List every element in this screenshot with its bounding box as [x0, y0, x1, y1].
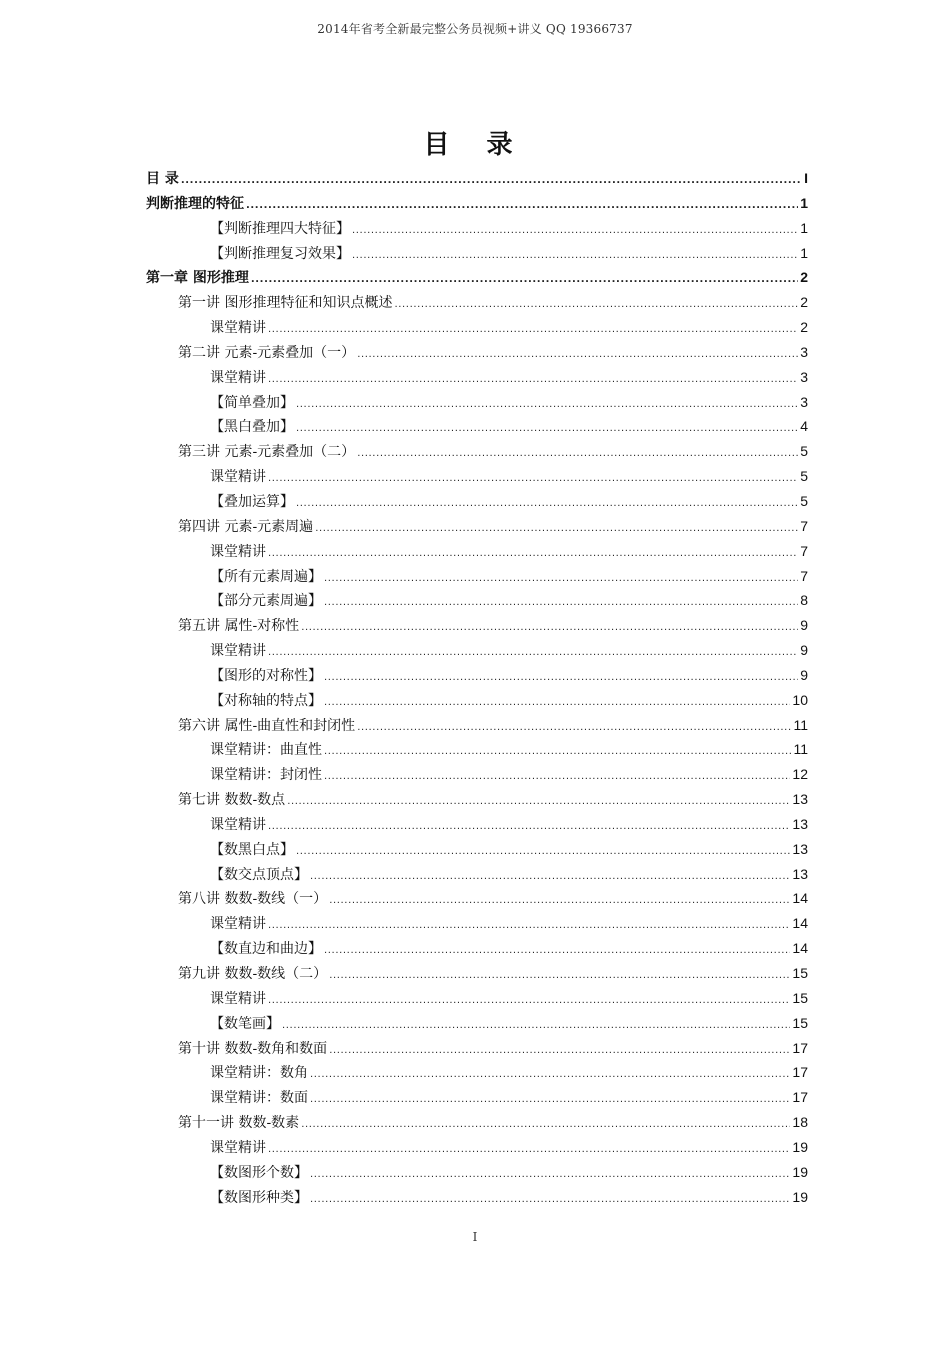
toc-entry-label: 第七讲 数数-数点	[178, 792, 286, 809]
toc-entry-page: 15	[792, 965, 808, 981]
toc-entry[interactable]	[146, 986, 808, 1011]
toc-entry-label: 【数直边和曲边】	[210, 941, 322, 958]
toc-entry-page: 14	[792, 915, 808, 932]
toc-entry-page: 15	[792, 989, 808, 1006]
dot-leader	[394, 293, 798, 318]
toc-entry-page: 4	[800, 418, 808, 435]
dot-leader	[324, 567, 798, 592]
toc-entry-page: 19	[792, 1138, 808, 1155]
toc-entry-page: 2	[800, 319, 808, 336]
dot-leader	[324, 939, 790, 964]
toc-entry-label: 第一章 图形推理	[146, 270, 249, 287]
toc-entry[interactable]	[146, 191, 808, 216]
toc-entry[interactable]	[146, 638, 808, 663]
toc-entry-page: 12	[792, 766, 808, 783]
toc-entry[interactable]	[146, 439, 808, 464]
table-of-contents	[146, 166, 808, 1209]
dot-leader	[329, 1039, 790, 1064]
toc-entry[interactable]	[146, 414, 808, 439]
toc-entry-label: 【数交点顶点】	[210, 866, 308, 883]
toc-entry-label: 课堂精讲：曲直性	[210, 742, 322, 759]
dot-leader	[310, 1088, 790, 1113]
toc-entry-page: 17	[792, 1064, 808, 1081]
toc-entry-page: 7	[800, 542, 808, 559]
toc-entry-label: 【图形的对称性】	[210, 667, 322, 684]
page-title: 目 录	[423, 130, 527, 160]
dot-leader	[296, 417, 798, 442]
toc-entry-label: 【数黑白点】	[210, 841, 294, 858]
dot-leader	[268, 815, 790, 840]
toc-entry[interactable]	[146, 489, 808, 514]
toc-entry-page: 8	[800, 592, 808, 609]
toc-entry-page: 17	[792, 1089, 808, 1106]
toc-entry-label: 课堂精讲	[210, 816, 266, 833]
toc-entry-page: 15	[792, 1014, 808, 1031]
toc-entry-page: 13	[792, 791, 808, 808]
toc-entry-page: 11	[793, 741, 808, 758]
toc-entry-label: 【简单叠加】	[210, 394, 294, 411]
toc-entry-label: 目 录	[146, 171, 179, 187]
toc-entry[interactable]	[146, 1135, 808, 1160]
dot-leader	[301, 1113, 790, 1138]
toc-entry-page: 3	[800, 368, 808, 385]
toc-entry[interactable]	[146, 1036, 808, 1061]
toc-entry[interactable]	[146, 837, 808, 862]
dot-leader	[246, 194, 798, 219]
toc-entry[interactable]	[146, 787, 808, 812]
toc-entry-page: 5	[800, 443, 808, 460]
toc-entry-label: 第二讲 元素-元素叠加（一）	[178, 344, 356, 361]
toc-entry[interactable]	[146, 514, 808, 539]
dot-leader	[251, 268, 798, 293]
toc-entry-page: 19	[792, 1188, 808, 1205]
toc-entry[interactable]	[146, 365, 808, 390]
toc-entry-page: 2	[800, 269, 808, 286]
toc-entry[interactable]	[146, 1185, 808, 1210]
toc-entry[interactable]	[146, 936, 808, 961]
toc-entry-label: 课堂精讲	[210, 543, 266, 560]
toc-entry-page: 13	[792, 815, 808, 832]
dot-leader	[357, 343, 798, 368]
toc-entry[interactable]	[146, 464, 808, 489]
toc-entry-label: 课堂精讲	[210, 643, 266, 660]
toc-entry[interactable]	[146, 862, 808, 887]
dot-leader	[352, 244, 798, 269]
toc-entry-label: 判断推理的特征	[146, 195, 244, 212]
toc-entry-label: 课堂精讲	[210, 320, 266, 337]
toc-entry[interactable]	[146, 961, 808, 986]
dot-leader	[324, 740, 791, 765]
dot-leader	[324, 666, 798, 691]
toc-entry[interactable]	[146, 688, 808, 713]
dot-leader	[310, 1188, 790, 1213]
toc-entry[interactable]	[146, 812, 808, 837]
toc-entry-label: 【数图形种类】	[210, 1189, 308, 1206]
toc-entry-label: 【部分元素周遍】	[210, 593, 322, 610]
dot-leader	[282, 1014, 790, 1039]
dot-leader	[268, 368, 798, 393]
toc-entry-page: 5	[800, 468, 808, 485]
toc-entry-label: 第一讲 图形推理特征和知识点概述	[178, 295, 393, 312]
toc-entry-page: 10	[792, 691, 808, 708]
toc-entry-label: 第十一讲 数数-数素	[178, 1115, 300, 1132]
dot-leader	[329, 964, 790, 989]
dot-leader	[324, 691, 790, 716]
toc-entry-page: I	[804, 170, 808, 186]
toc-entry-label: 【黑白叠加】	[210, 419, 294, 436]
toc-entry-page: 9	[800, 666, 808, 683]
toc-entry-page: 11	[793, 716, 808, 733]
toc-entry[interactable]	[146, 315, 808, 340]
toc-entry-label: 课堂精讲：数面	[210, 1090, 308, 1107]
toc-entry-label: 课堂精讲：数角	[210, 1065, 308, 1082]
toc-entry-page: 14	[792, 890, 808, 907]
dot-leader	[268, 318, 798, 343]
toc-entry[interactable]	[146, 241, 808, 266]
dot-leader	[268, 542, 798, 567]
dot-leader	[352, 219, 798, 244]
toc-entry[interactable]	[146, 613, 808, 638]
toc-entry[interactable]	[146, 1110, 808, 1135]
toc-entry-label: 第六讲 属性-曲直性和封闭性	[178, 717, 356, 734]
page-header: 2014年省考全新最完整公务员视频+讲义 QQ 19366737	[317, 22, 633, 36]
toc-entry-page: 1	[800, 244, 808, 261]
dot-leader	[310, 865, 790, 890]
toc-entry[interactable]	[146, 290, 808, 315]
toc-entry-label: 第五讲 属性-对称性	[178, 618, 300, 635]
dot-leader	[268, 914, 790, 939]
toc-entry-label: 第三讲 元素-元素叠加（二）	[178, 444, 356, 461]
dot-leader	[329, 889, 790, 914]
toc-entry[interactable]	[146, 390, 808, 415]
toc-entry-page: 13	[792, 840, 808, 857]
dot-leader	[324, 765, 790, 790]
toc-entry[interactable]	[146, 564, 808, 589]
toc-entry[interactable]	[146, 663, 808, 688]
toc-entry[interactable]	[146, 1085, 808, 1110]
toc-entry-page: 17	[792, 1039, 808, 1056]
toc-entry-label: 【对称轴的特点】	[210, 692, 322, 709]
toc-entry[interactable]	[146, 737, 808, 762]
dot-leader	[181, 169, 802, 194]
toc-entry-page: 14	[792, 940, 808, 957]
toc-entry-label: 【叠加运算】	[210, 493, 294, 510]
toc-entry-label: 第四讲 元素-元素周遍	[178, 518, 314, 535]
toc-entry[interactable]	[146, 762, 808, 787]
toc-entry[interactable]	[146, 265, 808, 290]
toc-entry-label: 课堂精讲：封闭性	[210, 767, 322, 784]
dot-leader	[268, 467, 798, 492]
dot-leader	[268, 641, 798, 666]
page-number: I	[472, 1230, 478, 1244]
toc-entry-label: 【判断推理四大特征】	[210, 220, 350, 237]
dot-leader	[268, 989, 790, 1014]
toc-entry[interactable]	[146, 911, 808, 936]
toc-entry[interactable]	[146, 588, 808, 613]
toc-entry[interactable]	[146, 886, 808, 911]
toc-entry-label: 第九讲 数数-数线（二）	[178, 966, 328, 982]
toc-entry-label: 【判断推理复习效果】	[210, 245, 350, 262]
toc-entry-label: 课堂精讲	[210, 990, 266, 1007]
toc-entry-page: 1	[800, 194, 808, 211]
toc-entry[interactable]	[146, 539, 808, 564]
toc-entry-label: 【数笔画】	[210, 1015, 280, 1032]
toc-entry-page: 19	[792, 1163, 808, 1180]
dot-leader	[296, 840, 790, 865]
toc-entry-label: 【所有元素周遍】	[210, 568, 322, 585]
dot-leader	[268, 1138, 790, 1163]
toc-entry-label: 第十讲 数数-数角和数面	[178, 1040, 328, 1057]
toc-entry[interactable]	[146, 1160, 808, 1185]
toc-entry[interactable]	[146, 1060, 808, 1085]
toc-entry-page: 1	[800, 219, 808, 236]
toc-entry-label: 课堂精讲	[210, 916, 266, 933]
toc-entry-page: 3	[800, 393, 808, 410]
dot-leader	[315, 517, 798, 542]
toc-entry-page: 18	[792, 1114, 808, 1131]
toc-entry-page: 5	[800, 492, 808, 509]
toc-entry[interactable]	[146, 1011, 808, 1036]
dot-leader	[296, 393, 798, 418]
toc-entry[interactable]	[146, 713, 808, 738]
toc-entry-label: 【数图形个数】	[210, 1164, 308, 1181]
toc-entry[interactable]	[146, 166, 808, 191]
toc-entry-page: 2	[800, 294, 808, 311]
dot-leader	[310, 1063, 790, 1088]
toc-entry-label: 课堂精讲	[210, 469, 266, 486]
toc-entry-page: 9	[800, 642, 808, 659]
toc-entry-label: 课堂精讲	[210, 369, 266, 386]
dot-leader	[357, 716, 791, 741]
toc-entry[interactable]	[146, 216, 808, 241]
toc-entry-page: 13	[792, 865, 808, 882]
toc-entry-label: 课堂精讲	[210, 1139, 266, 1156]
dot-leader	[324, 591, 798, 616]
dot-leader	[310, 1163, 790, 1188]
toc-entry-label: 第八讲 数数-数线（一）	[178, 891, 328, 908]
dot-leader	[287, 790, 790, 815]
toc-entry[interactable]	[146, 340, 808, 365]
toc-entry-page: 7	[800, 517, 808, 534]
toc-entry-page: 9	[800, 617, 808, 634]
toc-entry-page: 3	[800, 343, 808, 360]
dot-leader	[357, 442, 798, 467]
dot-leader	[301, 616, 798, 641]
toc-entry-page: 7	[800, 567, 808, 584]
dot-leader	[296, 492, 798, 517]
